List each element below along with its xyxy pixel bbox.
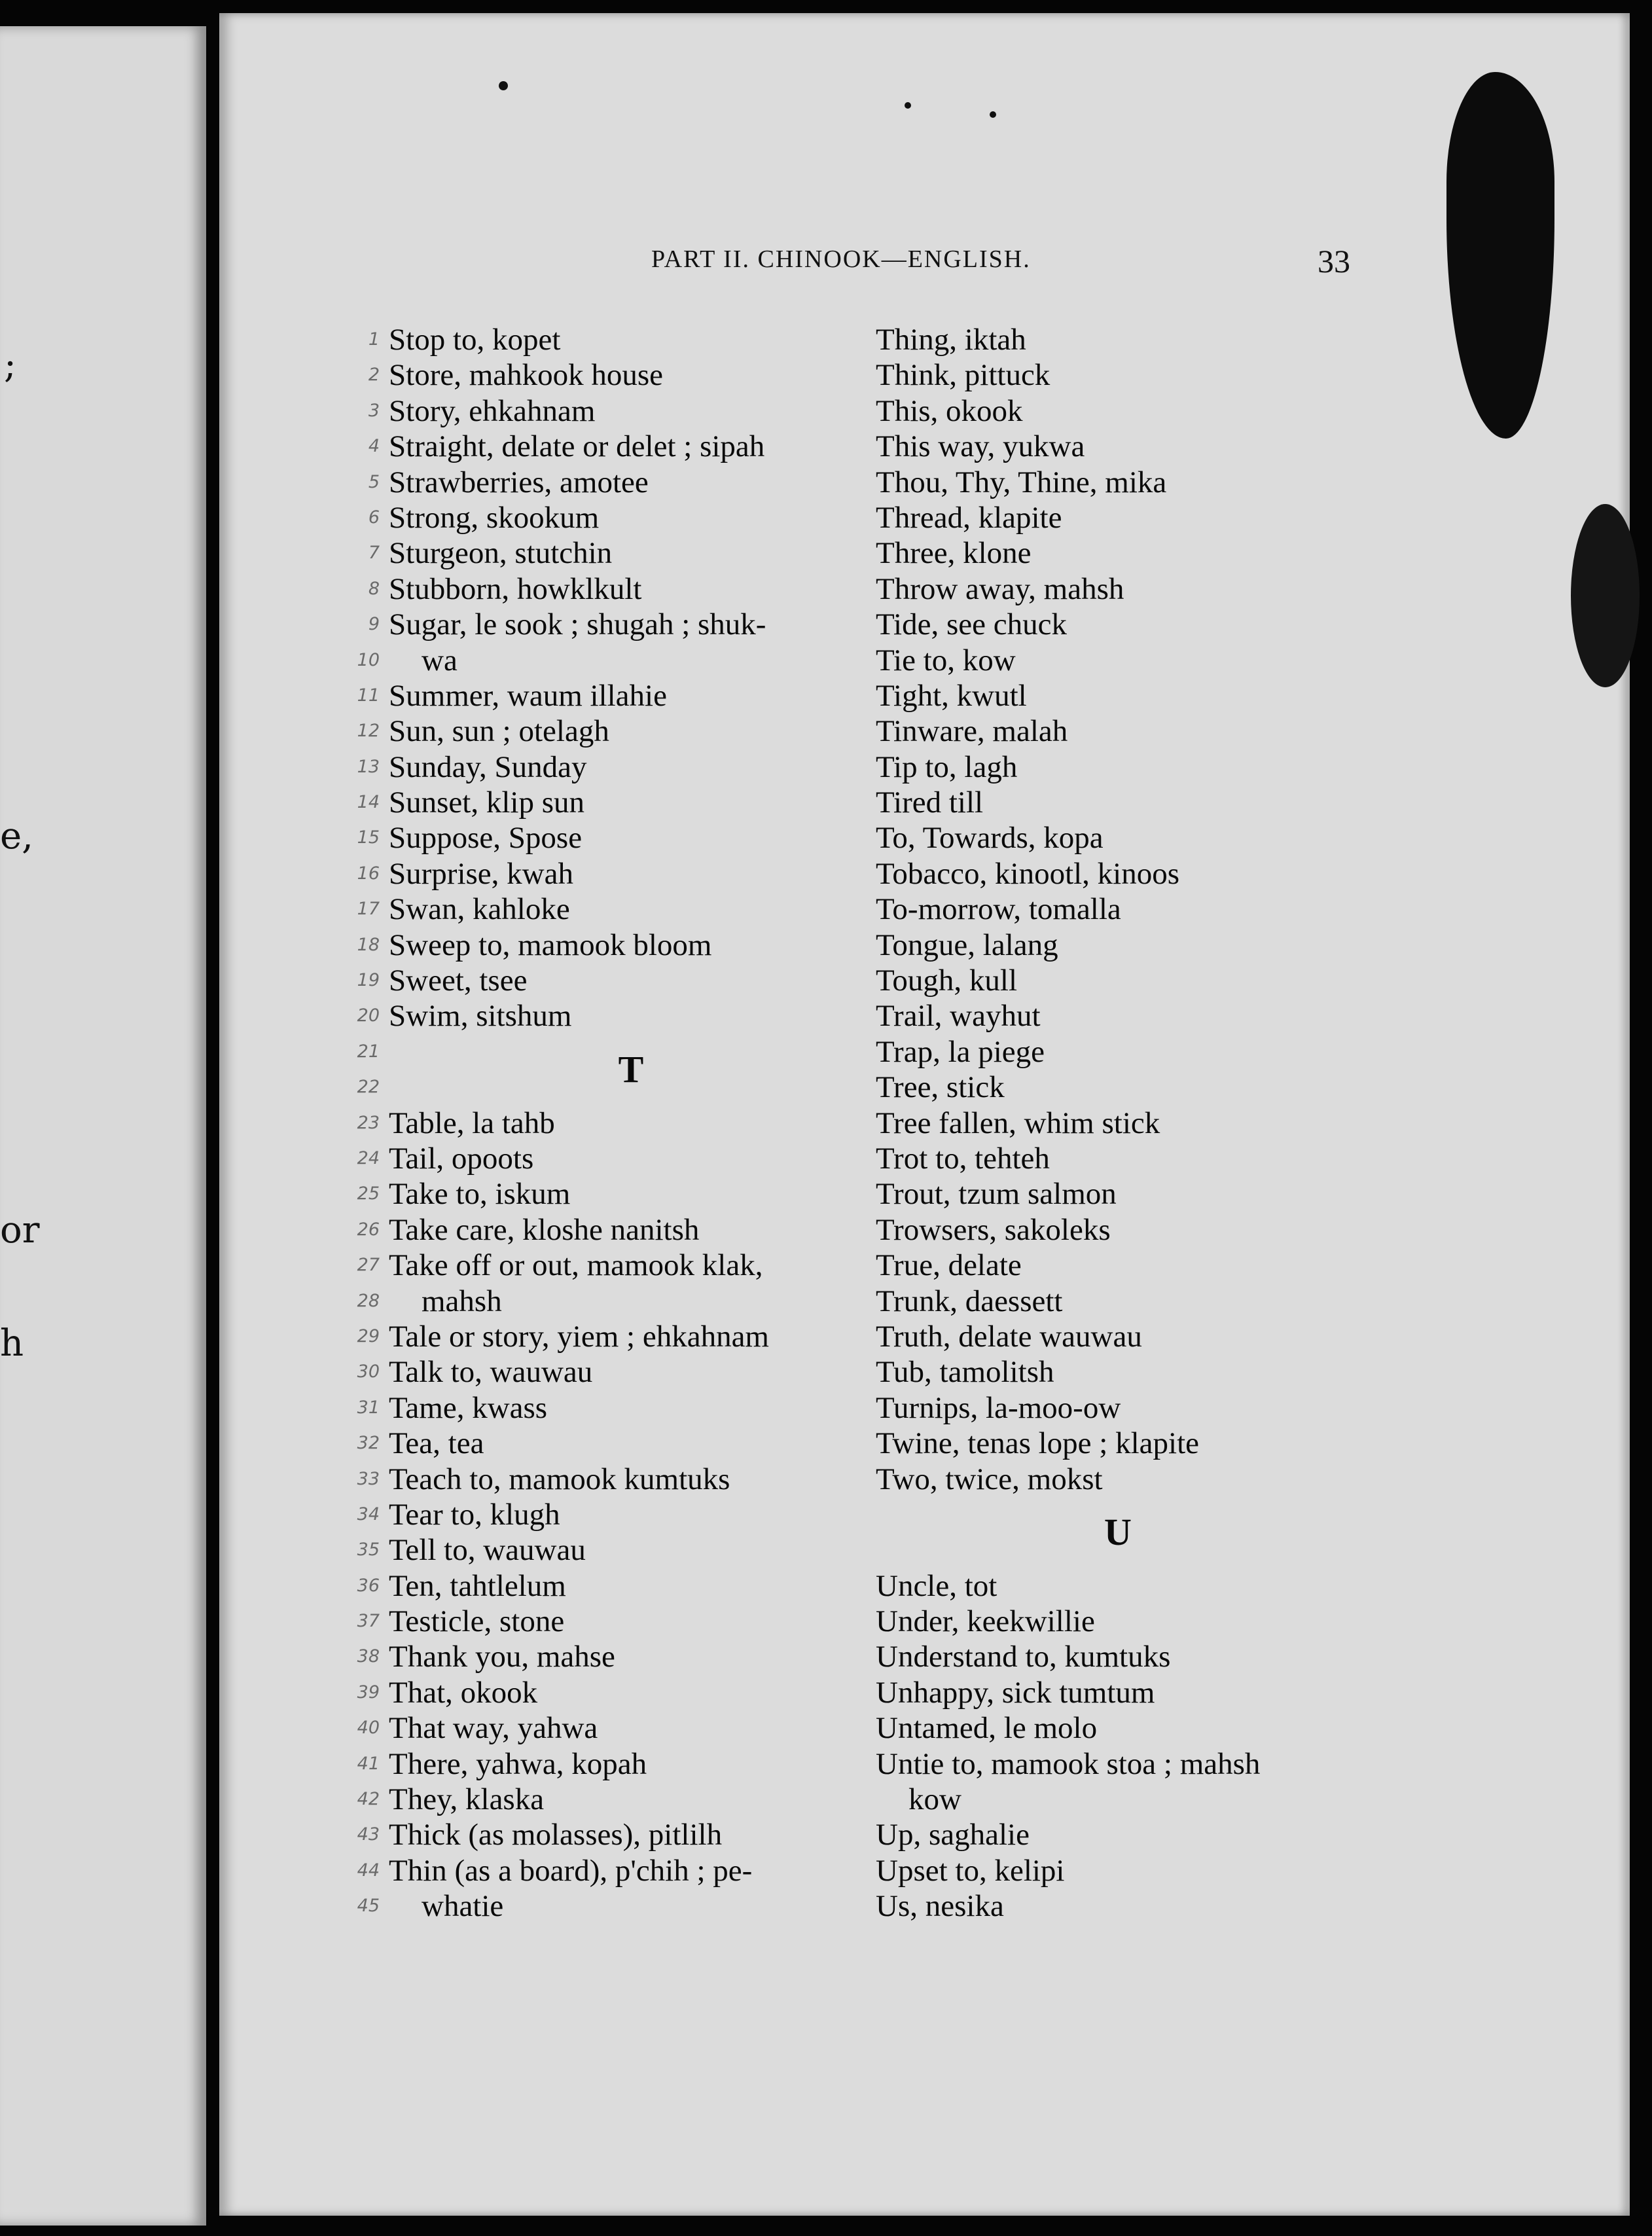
running-head: PART II. CHINOOK—ENGLISH. [651,245,1031,273]
entry: Tree, stick [876,1070,1005,1105]
entry: Table, la tahb [389,1106,555,1140]
line-number: 23 [357,1112,380,1133]
entry: Thing, iktah [876,323,1026,357]
entry: Sturgeon, stutchin [389,536,613,571]
book-gutter [206,0,219,2236]
line-number: 10 [357,649,380,670]
entry: Thread, klapite [876,500,1062,535]
entry-continuation: whatie [422,1889,504,1924]
entry: To-morrow, tomalla [876,892,1121,927]
entry: Three, klone [876,536,1032,571]
entry: Tea, tea [389,1426,484,1461]
entry: Twine, tenas lope ; klapite [876,1426,1199,1461]
line-number: 15 [357,827,380,848]
entry: Tide, see chuck [876,607,1067,642]
line-number: 9 [368,614,380,635]
entry: Think, pittuck [876,358,1050,393]
line-number: 28 [357,1290,380,1311]
line-number: 6 [368,507,380,528]
line-number: 3 [368,400,380,421]
entry: They, klaska [389,1782,545,1817]
line-number: 29 [357,1325,380,1346]
entry: Take care, kloshe nanitsh [389,1212,700,1247]
entry: Tough, kull [876,964,1018,998]
line-number: 40 [357,1718,380,1739]
entry: Trowsers, sakoleks [876,1212,1111,1247]
line-number: 33 [357,1468,380,1489]
entry: Under, keekwillie [876,1604,1095,1639]
line-number: 22 [357,1077,380,1098]
line-number: 24 [357,1147,380,1168]
line-number: 35 [357,1540,380,1560]
line-number: 44 [357,1860,380,1881]
line-number: 14 [357,792,380,813]
entry: Tree fallen, whim stick [876,1106,1160,1140]
entry: Unhappy, sick tumtum [876,1675,1155,1710]
line-number: 21 [357,1041,380,1062]
entry: Trap, la piege [876,1034,1045,1069]
line-number: 37 [357,1611,380,1632]
line-number: 19 [357,970,380,991]
entry: Upset to, kelipi [876,1853,1065,1888]
entry: Stop to, kopet [389,323,561,357]
entry: Story, ehkahnam [389,393,596,428]
entry: Tobacco, kinootl, kinoos [876,856,1180,891]
line-number: 17 [357,899,380,920]
entry: Uncle, tot [876,1568,997,1603]
line-number: 26 [357,1219,380,1240]
entry: Tear to, klugh [389,1497,560,1532]
handwritten-line-numbers [347,322,380,1924]
line-number: 41 [357,1753,380,1774]
entry: Tie to, kow [876,643,1016,677]
entry: Tight, kwutl [876,678,1027,713]
facing-page [0,26,206,2226]
entry: Ten, tahtlelum [389,1568,566,1603]
line-number: 1 [368,329,380,350]
entry: Trout, tzum salmon [876,1177,1117,1212]
entry: Tip to, lagh [876,749,1018,784]
entry-continuation: kow [908,1782,961,1817]
entry: Sugar, le sook ; shugah ; shuk- [389,607,766,642]
line-number: 30 [357,1361,380,1382]
section-heading-t: T [618,1047,644,1091]
entry: Surprise, kwah [389,856,573,891]
page-number: 33 [1318,243,1350,280]
facing-page-text-fragment: ; [4,344,16,386]
entry-continuation: wa [422,643,458,677]
line-number: 36 [357,1575,380,1596]
entry: Tell to, wauwau [389,1533,586,1568]
entry: Sunset, klip sun [389,785,585,820]
line-number: 4 [368,436,380,457]
line-number: 16 [357,863,380,884]
entry: True, delate [876,1248,1022,1283]
line-number: 25 [357,1183,380,1204]
entry: Store, mahkook house [389,358,664,393]
entry: Trunk, daessett [876,1284,1063,1318]
entry: Tale or story, yiem ; ehkahnam [389,1319,769,1354]
entry: To, Towards, kopa [876,821,1104,856]
entry: Summer, waum illahie [389,678,667,713]
entry: Sweep to, mamook bloom [389,928,712,962]
line-number: 2 [368,365,380,386]
line-number: 11 [357,685,380,706]
line-number: 31 [357,1397,380,1418]
entry: Tub, tamolitsh [876,1355,1054,1390]
entry: Turnips, la-moo-ow [876,1390,1121,1425]
line-number: 7 [368,543,380,564]
entry: That way, yahwa [389,1711,598,1746]
entry: Strawberries, amotee [389,465,649,499]
entry: Take off or out, mamook klak, [389,1248,763,1283]
right-column [876,322,1386,1924]
line-number: 45 [357,1896,380,1917]
facing-page-text-fragment: e, [0,815,33,857]
entry: Suppose, Spose [389,821,583,856]
entry: Untamed, le molo [876,1711,1098,1746]
section-heading-u: U [1104,1510,1132,1553]
entry: Talk to, wauwau [389,1355,593,1390]
entry: Us, nesika [876,1889,1004,1924]
entry: Trail, wayhut [876,999,1041,1034]
left-column [389,322,899,1924]
ink-speck [990,111,996,118]
line-number: 8 [368,578,380,599]
entry: This way, yukwa [876,429,1085,464]
entry: Sweet, tsee [389,964,528,998]
entry: Tame, kwass [389,1390,548,1425]
entry: Thou, Thy, Thine, mika [876,465,1167,499]
entry: Up, saghalie [876,1818,1030,1852]
entry: That, okook [389,1675,538,1710]
entry: Thin (as a board), p'chih ; pe- [389,1853,753,1888]
line-number: 18 [357,934,380,955]
entry: Untie to, mamook stoa ; mahsh [876,1746,1261,1781]
line-number: 5 [368,471,380,492]
entry: Two, twice, mokst [876,1462,1103,1496]
entry: Take to, iskum [389,1177,571,1212]
line-number: 38 [357,1646,380,1667]
entry: Swan, kahloke [389,892,570,927]
line-number: 34 [357,1504,380,1524]
entry: Tired till [876,785,984,820]
line-number: 39 [357,1682,380,1703]
entry: Tinware, malah [876,714,1068,749]
entry: This, okook [876,393,1023,428]
entry: Thick (as molasses), pitlilh [389,1818,723,1852]
line-number: 20 [357,1005,380,1026]
entry: Throw away, mahsh [876,571,1124,606]
entry: Sunday, Sunday [389,749,587,784]
line-number: 27 [357,1255,380,1276]
entry: Tail, opoots [389,1142,534,1176]
ink-speck [499,81,508,90]
line-number: 13 [357,756,380,777]
entry: Tongue, lalang [876,928,1058,962]
entry: Understand to, kumtuks [876,1640,1171,1674]
entry: Swim, sitshum [389,999,572,1034]
entry: There, yahwa, kopah [389,1746,647,1781]
entry: Sun, sun ; otelagh [389,714,609,749]
entry: Thank you, mahse [389,1640,615,1674]
facing-page-text-fragment: or [0,1209,40,1252]
entry: Strong, skookum [389,500,600,535]
line-number: 12 [357,721,380,742]
entry-continuation: mahsh [422,1284,502,1318]
facing-page-text-fragment: h [0,1322,24,1365]
entry: Testicle, stone [389,1604,565,1639]
line-number: 43 [357,1824,380,1845]
ink-stain [1571,504,1640,687]
line-number: 32 [357,1433,380,1454]
ink-speck [905,102,911,109]
entry: Teach to, mamook kumtuks [389,1462,730,1496]
entry: Trot to, tehteh [876,1141,1050,1176]
entry: Truth, delate wauwau [876,1319,1142,1354]
line-number: 42 [357,1789,380,1810]
entry: Stubborn, howklkult [389,571,642,606]
entry: Straight, delate or delet ; sipah [389,429,765,464]
